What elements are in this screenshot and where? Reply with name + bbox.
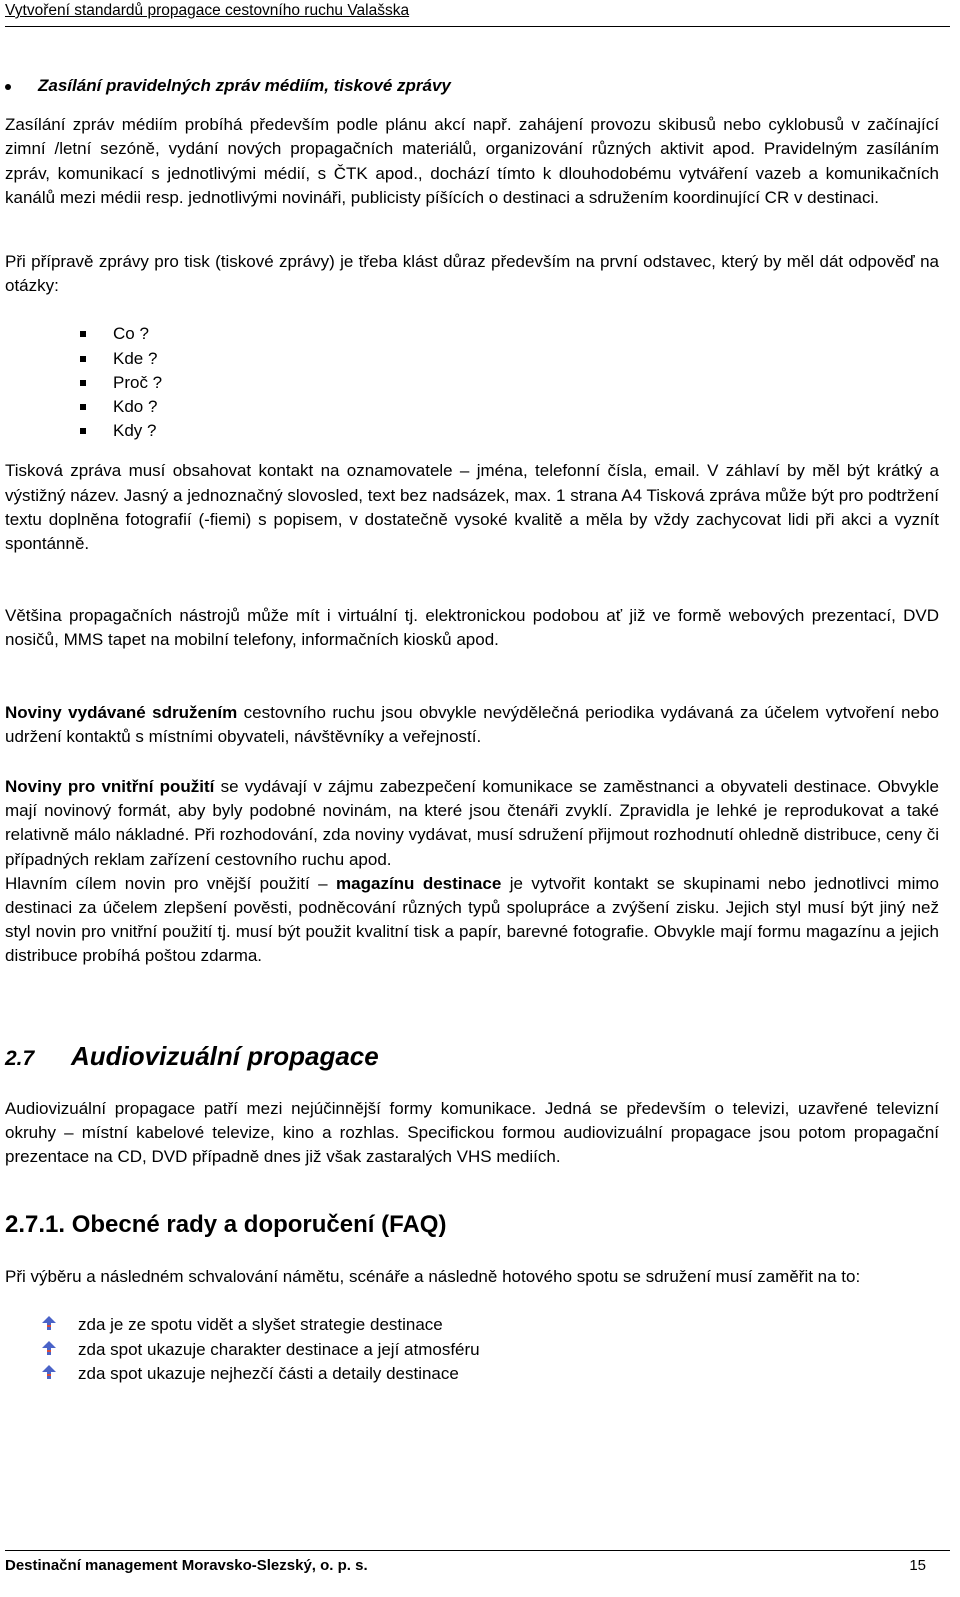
square-bullet-icon bbox=[80, 380, 86, 386]
list-item: Kdo ? bbox=[5, 395, 939, 419]
square-bullet-icon bbox=[80, 356, 86, 362]
questions-list bbox=[5, 322, 939, 443]
bold-term: Noviny vydávané sdružením bbox=[5, 702, 238, 722]
arrow-bullet-icon bbox=[41, 1315, 57, 1331]
bullet-heading-text: Zasílání pravidelných zpráv médiím, tiskové zprávy bbox=[38, 76, 451, 95]
arrow-bullet-icon bbox=[41, 1340, 57, 1356]
paragraph-press-release-prep: Při přípravě zprávy pro tisk (tiskové zprávy) je třeba klást důraz především na první odstavec, který by měl dát odpověď na otázky: bbox=[5, 252, 939, 296]
page-header bbox=[5, 0, 950, 27]
list-item: Kdy ? bbox=[5, 419, 939, 443]
page-footer bbox=[5, 1550, 950, 1591]
paragraph-press-release-content: Tisková zpráva musí obsahovat kontakt na oznamovatele – jména, telefonní čísla, email. V záhlaví by měl být krátký a výstižný název. Jasný a jednoznačný slovosled, text bez nadsázek, max. 1 strana A4 Tisková zpráva může být pro podtržení textu doplněna fotografií (-fiemi) s popisem, v dostatečně vysoké kvalitě a měla by vždy zachycovat lidi při akci a vyznít spontánně. bbox=[5, 461, 939, 553]
section-title: Audiovizuální propagace bbox=[71, 1040, 379, 1071]
arrow-bullet-icon bbox=[41, 1364, 57, 1380]
square-bullet-icon bbox=[80, 404, 86, 410]
square-bullet-icon bbox=[80, 331, 86, 337]
paragraph-destination-magazine: Hlavním cílem novin pro vnější použití – magazínu destinace je vytvořit kontakt se skupinami nebo jednotlivci mimo destinaci za účelem zlepšení pověsti, podněcování různých typů spolupráce a zvýšení zisku. Jejich styl musí být jiný než styl novin pro vnitřní použití tj. musí být použit kvalitní tisk a papír, barevné fotografie. Obvykle mají formu magazínu a jejich distribuce probíhá poštou zdarma. bbox=[5, 873, 939, 966]
list-item: Proč ? bbox=[5, 371, 939, 395]
bullet-heading bbox=[5, 74, 939, 98]
paragraph-virtual-tools: Většina propagačních nástrojů může mít i virtuální tj. elektronickou podobou ať již ve formě webových prezentací, DVD nosičů, MMS tapet na mobilní telefony, informačních kiosků apod. bbox=[5, 606, 939, 650]
paragraph-association-newspaper: Noviny vydávané sdružením cestovního ruchu jsou obvykle nevýdělečná periodika vydávaná za účelem vytvoření nebo udržení kontaktů s místními obyvateli, návštěvníky a veřejností. bbox=[5, 702, 939, 746]
paragraph-internal-newspaper: Noviny pro vnitřní použití se vydávají v zájmu zabezpečení komunikace se zaměstnanci a obyvateli destinace. Obvykle mají novinový formát, aby byly podobné novinám, na které jsou čtenáři zvyklí. Zpravidla je lehké je reprodukovat a také relativně málo nákladné. Při rozhodování, zda noviny vydávat, musí sdružení přijmout rozhodnutí ohledně distribuce, ceny či případných reklam zařízení cestovního ruchu apod. bbox=[5, 776, 939, 869]
page-content bbox=[5, 74, 939, 1386]
list-item: Co ? bbox=[5, 322, 939, 346]
bullet-dot-icon bbox=[5, 84, 11, 90]
bold-term: magazínu destinace bbox=[336, 873, 502, 893]
list-item: zda spot ukazuje nejhezčí části a detaily destinace bbox=[5, 1362, 939, 1386]
paragraph-spot-selection: Při výběru a následném schvalování námětu, scénáře a následně hotového spotu se sdružení musí zaměřit na to: bbox=[5, 1267, 861, 1287]
page-number: 15 bbox=[909, 1557, 926, 1574]
paragraph-media-messages: Zasílání zpráv médiím probíhá především podle plánu akcí např. zahájení provozu skibusů nebo cyklobusů v začínající zimní /letní sezóně, vydání nových propagačních materiálů, organizování různých aktivit apod. Pravidelným zasíláním zpráv, komunikací s jednotlivými médií, s ČTK apod., dochází tímto k dlouhodobému vytváření vazeb a komunikačních kanálů mezi médii resp. jednotlivými novináři, publicisty píšících o destinaci a sdružením koordinující CR v destinaci. bbox=[5, 115, 939, 207]
square-bullet-icon bbox=[80, 428, 86, 434]
list-item: Kde ? bbox=[5, 347, 939, 371]
section-heading-2-7 bbox=[5, 1039, 939, 1073]
footer-organization: Destinační management Moravsko-Slezský, o. p. s. bbox=[5, 1557, 368, 1574]
list-item: zda je ze spotu vidět a slyšet strategie destinace bbox=[5, 1313, 939, 1337]
header-title: Vytvoření standardů propagace cestovního ruchu Valašska bbox=[5, 2, 410, 19]
subsection-heading-2-7-1: 2.7.1. Obecné rady a doporučení (FAQ) bbox=[5, 1211, 447, 1239]
bold-term: Noviny pro vnitřní použití bbox=[5, 776, 215, 796]
paragraph-audiovisual: Audiovizuální propagace patří mezi nejúčinnější formy komunikace. Jedná se především o televizi, uzavřené televizní okruhy – místní kabelové televize, kino a rozhlas. Specifickou formou audiovizuální propagace jsou potom propagační prezentace na CD, DVD případně dnes již však zastaralých VHS mediích. bbox=[5, 1098, 939, 1167]
list-item: zda spot ukazuje charakter destinace a její atmosféru bbox=[5, 1338, 939, 1362]
checklist bbox=[5, 1313, 939, 1386]
section-number: 2.7 bbox=[5, 1046, 35, 1070]
